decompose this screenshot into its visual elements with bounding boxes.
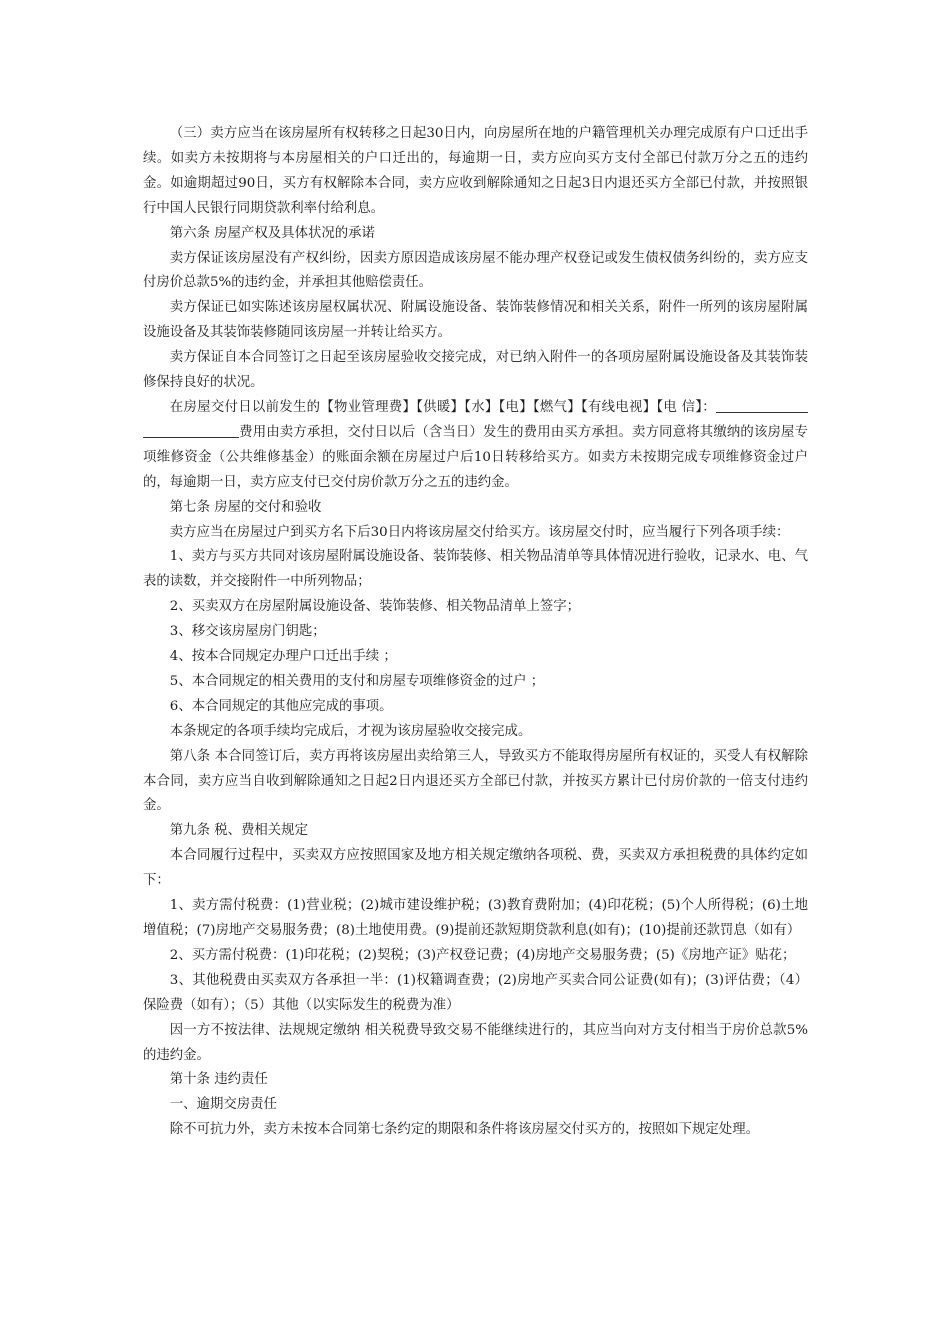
list-item: 1、卖方与买方共同对该房屋附属设施设备、装饰装修、相关物品清单等具体情况进行验收，记录水、电、气表的读数，并交接附件一中所列物品； [143,549,808,590]
article-8-paragraph: 第八条 本合同签订后，卖方再将该房屋出卖给第三人，导致买方不能取得房屋所有权证的，买受人有权解除本合同，卖方应当自收到解除通知之日起2日内退还买方全部已付款，并按买方累计已付房价款的一倍支付违约金。 [143,748,808,814]
list-item: 3、其他税费由买卖双方各承担一半：(1)权籍调查费；(2)房地产买卖合同公证费(如有)；(3)评估费；（4）保险费（如有）；（5）其他（以实际发生的税费为准） [143,972,808,1013]
paragraph-acceptance-complete: 本条规定的各项手续均完成后，才视为该房屋验收交接完成。 [169,723,532,739]
paragraph-fees-before-delivery [143,396,808,496]
paragraph-no-dispute-guarantee: 卖方保证该房屋没有产权纠纷，因卖方原因造成该房屋不能办理产权登记或发生债权债务纠纷的，卖方应支付房价总款5%的违约金，并承担其他赔偿责任。 [143,250,808,291]
list-item: 2、买卖双方在房屋附属设施设备、装饰装修、相关物品清单上签字； [169,599,581,615]
contract-page [143,122,808,1143]
paragraph-tax-penalty: 因一方不按法律、法规规定缴纳 相关税费导致交易不能继续进行的，其应当向对方支付相当于房价总款5%的违约金。 [143,1022,808,1063]
section-late-delivery-heading: 一、逾期交房责任 [169,1097,277,1113]
paragraph-late-delivery: 除不可抗力外，卖方未按本合同第七条约定的期限和条件将该房屋交付买方的，按照如下规定处理。 [169,1122,759,1138]
fees-rule-text: 费用由卖方承担，交付日以后（含当日）发生的费用由买方承担。卖方同意将其缴纳的该房屋专项维修资金（公共维修基金）的账面余额在房屋过户后10日转移给买方。如卖方未按期完成专项维修资金过户的，每逾期一日，卖方应支付已交付房价款万分之五的违约金。 [143,424,808,490]
list-item: 2、买方需付税费：(1)印花税；(2)契税；(3)产权登记费；(4)房地产交易服务费；(5)《房地产证》贴花； [169,947,796,963]
list-item: 4、按本合同规定办理户口迁出手续 ； [169,649,397,665]
article-10-heading: 第十条 违约责任 [169,1072,268,1088]
article-7-heading: 第七条 房屋的交付和验收 [169,499,322,515]
article-6-heading: 第六条 房屋产权及具体状况的承诺 [169,225,375,241]
fill-in-blank[interactable] [143,422,239,438]
paragraph-household-registration: （三）卖方应当在该房屋所有权转移之日起30日内，向房屋所在地的户籍管理机关办理完成原有户口迁出手续。如卖方未按期将与本房屋相关的户口迁出的，每逾期一日，卖方应向买方支付全部已付款万分之五的违约金。如逾期超过90日，买方有权解除本合同，卖方应收到解除通知之日起3日内退还买方全部已付款，并按照银行中国人民银行同期贷款利率付给利息。 [143,126,808,216]
list-item: 5、本合同规定的相关费用的支付和房屋专项维修资金的过户 ； [169,673,545,689]
paragraph-maintenance-guarantee: 卖方保证自本合同签订之日起至该房屋验收交接完成，对已纳入附件一的各项房屋附属设施设备及其装饰装修保持良好的状况。 [143,350,808,391]
list-item: 6、本合同规定的其他应完成的事项。 [169,698,393,714]
list-item: 3、移交该房屋房门钥匙； [169,624,326,640]
article-9-heading: 第九条 税、费相关规定 [169,823,308,839]
paragraph-status-guarantee: 卖方保证已如实陈述该房屋权属状况、附属设施设备、装饰装修情况和相关关系，附件一所列的该房屋附属设施设备及其装饰装修随同该房屋一并转让给买方。 [143,300,808,341]
fees-list-text: 在房屋交付日以前发生的【物业管理费】【供暖】【水】【电】【燃气】【有线电视】【电 信】： [169,399,716,415]
paragraph-delivery-deadline: 卖方应当在房屋过户到买方名下后30日内将该房屋交付给买方。该房屋交付时，应当履行下列各项手续： [169,524,790,540]
paragraph-tax-intro: 本合同履行过程中，买卖双方应按照国家及地方相关规定缴纳各项税、费，买卖双方承担税费的具体约定如下： [143,848,808,889]
list-item: 1、卖方需付税费：(1)营业税；(2)城市建设维护税；(3)教育费附加；(4)印花税；(5)个人所得税；(6)土地增值税；(7)房地产交易服务费；(8)土地使用费。(9)提前还款短期贷款利息(如有)；(10)提前还款罚息（如有） [143,898,808,938]
fill-in-blank[interactable] [716,397,808,413]
